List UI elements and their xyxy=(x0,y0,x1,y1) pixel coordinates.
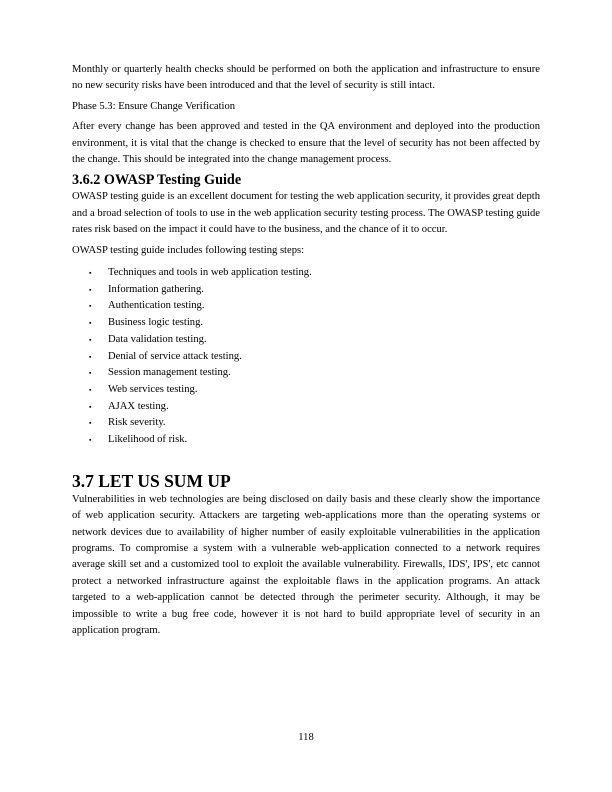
square-bullet-icon: ▪ xyxy=(89,352,92,361)
list-item: ▪ Denial of service attack testing. xyxy=(72,349,540,366)
square-bullet-icon: ▪ xyxy=(89,319,92,328)
list-item: ▪ Web services testing. xyxy=(72,382,540,399)
square-bullet-icon: ▪ xyxy=(89,385,92,394)
list-item: ▪ Business logic testing. xyxy=(72,315,540,332)
list-item: ▪ Techniques and tools in web application testing. xyxy=(72,265,540,282)
square-bullet-icon: ▪ xyxy=(89,269,92,278)
square-bullet-icon: ▪ xyxy=(89,402,92,411)
paragraph-change-verification: After every change has been approved and tested in the QA environment and deployed into the production environment, it is vital that the change is checked to ensure that the level of security has not been affected by the change. This should be integrated into the change management process. xyxy=(72,121,540,166)
paragraph-owasp-intro: OWASP testing guide is an excellent document for testing the web application security, it provides great depth and a broad selection of tools to use in the web application security testing process. The OWASP testing guide rates risk based on the impact it could have to the business, and the chance of it to occur. xyxy=(72,191,540,236)
list-item: ▪ Session management testing. xyxy=(72,365,540,382)
paragraph-owasp-steps-intro: OWASP testing guide includes following testing steps: xyxy=(72,244,305,256)
list-item: ▪ Authentication testing. xyxy=(72,298,540,315)
list-item: ▪ Information gathering. xyxy=(72,282,540,299)
page-number: 118 xyxy=(298,732,314,743)
list-item: ▪ Data validation testing. xyxy=(72,332,540,349)
owasp-steps-list xyxy=(72,265,540,449)
square-bullet-icon: ▪ xyxy=(89,285,92,294)
page-content xyxy=(72,62,540,639)
paragraph-sum-up: Vulnerabilities in web technologies are being disclosed on daily basis and these clearly show the importance of web application security. Attackers are targeting web-applications more than the operating systems or network devices due to availability of higher number of easily exploitable vulnerabilities in the application programs. To compromise a system with a vulnerable web-application connected to a network requires average skill set and a customized tool to exploit the available vulnerability. Firewalls, IDS', IPS', etc cannot protect a networked infrastructure against the exploitable flaws in the application programs. An attack targeted to a web-application cannot be detected through the perimeter security. Although, it may be impossible to write a bug free code, however it is not hard to build appropriate level of security in an application program. xyxy=(72,493,540,637)
square-bullet-icon: ▪ xyxy=(89,302,92,311)
list-item: ▪ Likelihood of risk. xyxy=(72,432,540,449)
square-bullet-icon: ▪ xyxy=(89,369,92,378)
section-heading-let-us-sum-up: 3.7 LET US SUM UP xyxy=(72,470,231,491)
phase-heading: Phase 5.3: Ensure Change Verification xyxy=(72,100,236,112)
square-bullet-icon: ▪ xyxy=(89,419,92,428)
section-heading-owasp-testing-guide: 3.6.2 OWASP Testing Guide xyxy=(72,172,242,189)
list-item: ▪ AJAX testing. xyxy=(72,399,540,416)
square-bullet-icon: ▪ xyxy=(89,436,92,445)
square-bullet-icon: ▪ xyxy=(89,335,92,344)
paragraph-health-checks: Monthly or quarterly health checks should be performed on both the application and infrastructure to ensure no new security risks have been introduced and that the level of security is still intact. xyxy=(72,64,540,92)
list-item: ▪ Risk severity. xyxy=(72,415,540,432)
